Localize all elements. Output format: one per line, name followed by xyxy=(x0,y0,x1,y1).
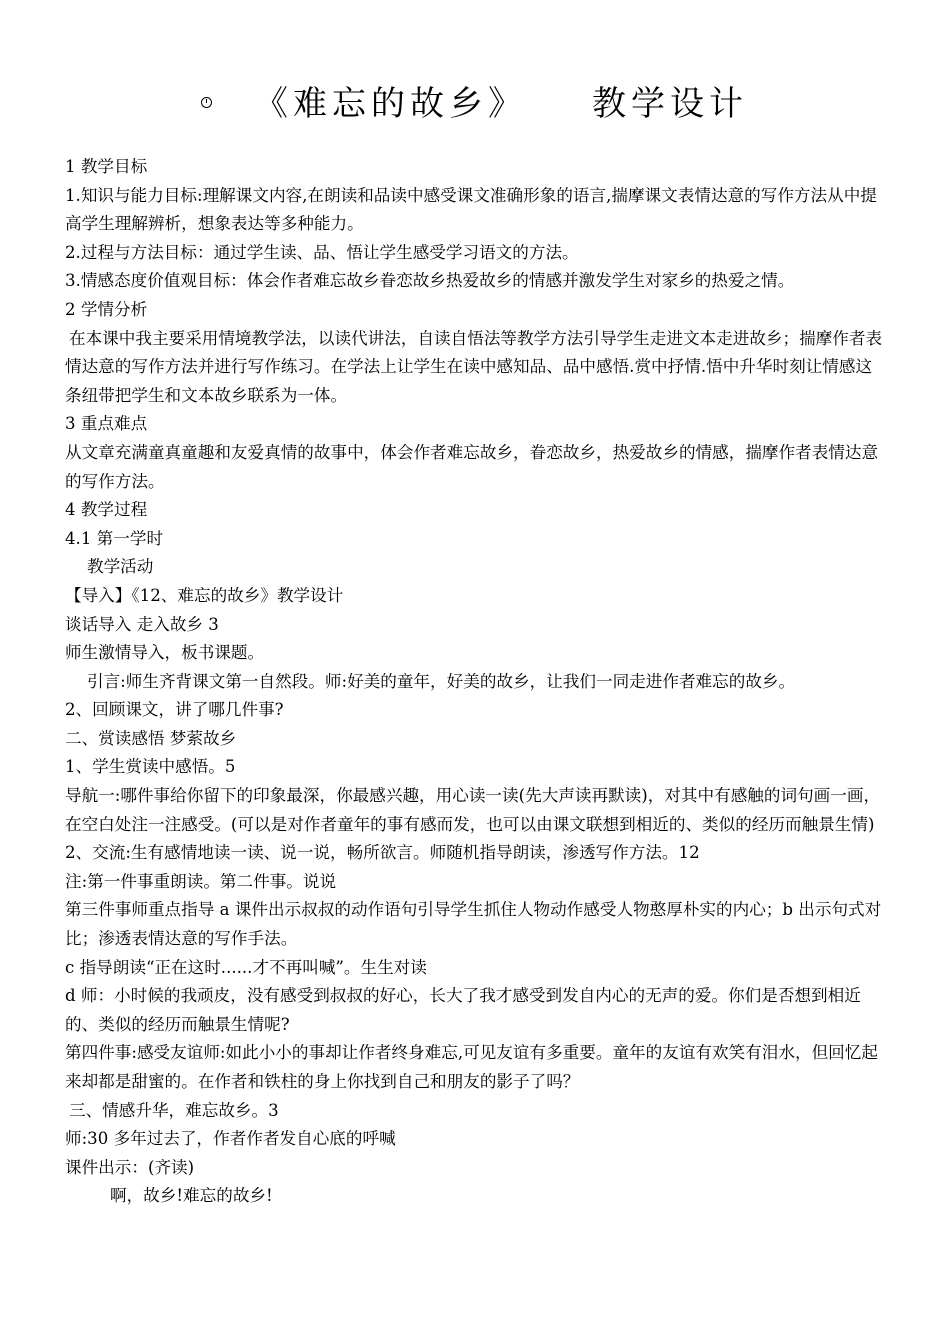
paragraph: 三、情感升华，难忘故乡。3 xyxy=(69,1100,279,1120)
clock-icon xyxy=(201,97,212,108)
paragraph: d 师：小时候的我顽皮，没有感受到叔叔的好心，长大了我才感受到发自内心的无声的爱。你们是否想到相近的、类似的经历而触景生情呢? xyxy=(65,986,861,1034)
paragraph: 第四件事:感受友谊师:如此小小的事却让作者终身难忘,可见友谊有多重要。童年的友谊有欢笑有泪水，但回忆起来却都是甜蜜的。在作者和铁柱的身上你找到自己和朋友的影子了吗？ xyxy=(65,1043,878,1091)
paragraph: 在本课中我主要采用情境教学法，以读代讲法，自读自悟法等教学方法引导学生走进文本走进故乡；揣摩作者表情达意的写作方法并进行写作练习。在学法上让学生在读中感知品、品中感悟.赏中抒情.悟中升华时刻让情感这条纽带把学生和文本故乡联系为一体。 xyxy=(65,328,883,405)
section-heading: 4 教学过程 xyxy=(65,500,148,520)
paragraph: 注:第一件事重朗读。第二件事。说说 xyxy=(65,871,337,891)
paragraph: 啊，故乡!难忘的故乡! xyxy=(110,1186,273,1206)
paragraph: 1.知识与能力目标:理解课文内容,在朗读和品读中感受课文准确形象的语言,揣摩课文表情达意的写作方法从中提高学生理解辨析，想象表达等多种能力。 xyxy=(65,185,877,234)
section-heading: 3 重点难点 xyxy=(65,414,148,434)
paragraph: 师生激情导入，板书课题。 xyxy=(65,643,265,663)
paragraph: 【导入】《12、难忘的故乡》教学设计 xyxy=(65,585,344,605)
paragraph: 师:30 多年过去了，作者作者发自心底的呼喊 xyxy=(65,1129,396,1149)
section-heading: 2 学情分析 xyxy=(65,299,148,319)
document-body xyxy=(65,153,887,1211)
paragraph: c 指导朗读“正在这时......才不再叫喊”。生生对读 xyxy=(65,957,427,977)
paragraph: 2、回顾课文，讲了哪几件事? xyxy=(65,700,284,720)
paragraph: 二、赏读感悟 梦萦故乡 xyxy=(65,728,237,748)
subsection-heading: 4.1 第一学时 xyxy=(65,528,164,548)
paragraph: 导航一:哪件事给你留下的印象最深，你最感兴趣，用心读一读(先大声读再默读)，对其中有感触的词句画一画，在空白处注一注感受。(可以是对作者童年的事有感而发，也可以由课文联想到相近的、类似的经历而触景生情) xyxy=(65,786,881,834)
paragraph: 2、交流:生有感情地读一读、说一说，畅所欲言。师随机指导朗读，渗透写作方法。12 xyxy=(65,843,700,863)
paragraph: 教学活动 xyxy=(87,557,154,577)
paragraph: 谈话导入 走入故乡 3 xyxy=(65,614,219,634)
title-main: 《难忘的故乡》 xyxy=(254,84,527,124)
paragraph: 1、学生赏读中感悟。5 xyxy=(65,757,236,777)
paragraph: 从文章充满童真童趣和友爱真情的故事中，体会作者难忘故乡，眷恋故乡，热爱故乡的情感，揣摩作者表情达意的写作方法。 xyxy=(65,442,879,491)
paragraph: 引言:师生齐背课文第一自然段。师:好美的童年，好美的故乡，让我们一同走进作者难忘的故乡。 xyxy=(87,671,796,691)
paragraph: 第三件事师重点指导 a 课件出示叔叔的动作语句引导学生抓住人物动作感受人物憨厚朴实的内心；b 出示句式对比；渗透表情达意的写作手法。 xyxy=(65,900,882,949)
title-sub: 教学设计 xyxy=(592,84,748,124)
paragraph: 3.情感态度价值观目标：体会作者难忘故乡眷恋故乡热爱故乡的情感并激发学生对家乡的热爱之情。 xyxy=(65,271,795,291)
paragraph: 课件出示：(齐读) xyxy=(65,1157,195,1177)
paragraph: 2.过程与方法目标：通过学生读、品、悟让学生感受学习语文的方法。 xyxy=(65,242,579,262)
document-title xyxy=(0,70,950,130)
section-heading: 1 教学目标 xyxy=(65,157,148,176)
